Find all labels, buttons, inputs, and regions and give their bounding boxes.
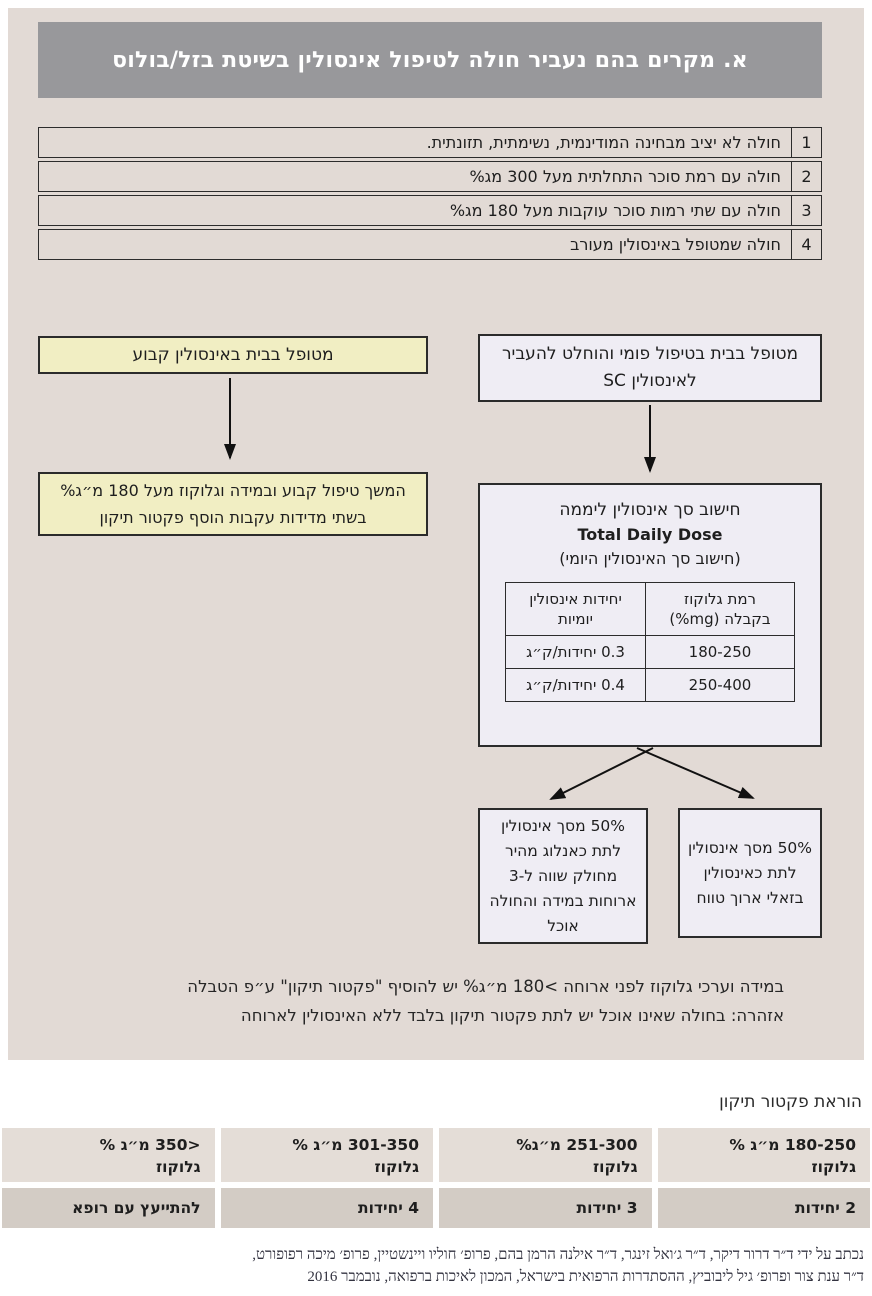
range-label: 180-250 מ״ג %	[729, 1136, 856, 1154]
units-cell: 0.3 יחידות/ק״ג	[506, 636, 646, 669]
glucose-label: גלוקוז	[811, 1158, 856, 1176]
table-row	[38, 195, 822, 226]
criteria-table	[38, 127, 822, 263]
glucose-correction-note	[84, 972, 784, 1030]
section-title: א. מקרים בהם נעביר חולה לטיפול אינסולין בשיטת בזל/בולוס	[112, 47, 748, 73]
bolus-insulin-box	[478, 808, 648, 944]
oral-treatment-text: מטופל בבית בטיפול פומי והוחלט להעביר לאינסולין SC	[501, 344, 799, 391]
home-insulin-box: מטופל בבית באינסולין קבוע	[38, 336, 428, 374]
range-label: 301-350 מ״ג %	[292, 1136, 419, 1154]
dose-cell: 2 יחידות	[658, 1188, 871, 1228]
glucose-range-header	[221, 1128, 434, 1182]
glucose-range-cell: 250-400	[646, 669, 795, 702]
glucose-label: גלוקוז	[592, 1158, 638, 1176]
row-number: 2	[791, 162, 821, 191]
row-text: חולה לא יציב מבחינה המודינמית, נשימתית, תזונתית.	[426, 133, 781, 152]
units-cell: 0.4 יחידות/ק״ג	[506, 669, 646, 702]
credits-line1: נכתב על ידי ד״ר דרור דיקר, ד״ר ג׳ואל זינגר, ד״ר אילנה הרמן בהם, פרופ׳ חוליו ויינשטיין, פרופ׳ מיכה רפופורט,	[252, 1247, 864, 1263]
row-text: חולה עם רמת סוכר התחלתית מעל 300 מג%	[469, 167, 781, 186]
tdd-title-english: Total Daily Dose	[577, 525, 723, 544]
glucose-range-header	[2, 1128, 215, 1182]
glucose-column-header	[646, 583, 795, 636]
note-line2: אזהרה: בחולה שאינו אוכל יש לתת פקטור תיקון בלבד ללא האינסולין לארוחה	[240, 1006, 784, 1025]
credits-line2: ד״ר ענת צור ופרופ׳ גיל ליבוביץ, ההסתדרות הרפואית בישראל, המכון לאיכות ברפואה, נובמבר 2016	[307, 1269, 864, 1285]
table-row	[38, 229, 822, 260]
glucose-range-header	[439, 1128, 652, 1182]
dose-cell: 3 יחידות	[439, 1188, 652, 1228]
table-row	[38, 161, 822, 192]
units-header-line1: יחידות אינסולין	[529, 590, 622, 608]
row-text: חולה שמטופל באינסולין מעורב	[570, 235, 781, 254]
correction-factor-heading: הוראת פקטור תיקון	[719, 1092, 862, 1112]
oral-treatment-box	[478, 334, 822, 402]
total-daily-dose-box	[478, 483, 822, 747]
glucose-range-header	[658, 1128, 871, 1182]
tdd-subtitle: (חישוב סך האינסולין היומי)	[559, 549, 741, 568]
authors-credits	[6, 1244, 864, 1288]
basal-insulin-box	[678, 808, 822, 938]
dose-cell: להתייעץ עם רופא	[2, 1188, 215, 1228]
glucose-header-line1: רמת גלוקוז	[684, 590, 757, 608]
dose-cell: 4 יחידות	[221, 1188, 434, 1228]
table-row	[506, 636, 795, 669]
correction-factor-header-row	[2, 1128, 870, 1182]
glucose-label: גלוקוז	[374, 1158, 419, 1176]
row-number: 1	[791, 128, 821, 157]
units-header-line2: יומיות	[558, 610, 593, 628]
table-row	[506, 669, 795, 702]
range-label: 251-300 מ״ג%	[516, 1136, 638, 1154]
range-label: <350 מ״ג %	[99, 1136, 201, 1154]
basal-insulin-text: 50% מסך אינסולין לתת כאינסולין בזאלי ארוך טווח	[687, 838, 813, 907]
tdd-dose-table	[505, 582, 795, 702]
section-title-bar	[38, 22, 822, 98]
glucose-label: גלוקוז	[155, 1158, 201, 1176]
continue-treatment-text: המשך טיפול קבוע ובמידה וגלוקוז מעל 180 מ״ג% בשתי מדידות עקבות הוסף פקטור תיקון	[60, 481, 406, 527]
correction-factor-dose-row	[2, 1188, 870, 1228]
units-column-header	[506, 583, 646, 636]
row-text: חולה עם שתי רמות סוכר עוקבות מעל 180 מג%	[449, 201, 781, 220]
row-number: 3	[791, 196, 821, 225]
glucose-range-cell: 180-250	[646, 636, 795, 669]
bolus-insulin-text: 50% מסך אינסולין לתת כאנלוג מהיר מחולק שווה ל-3 ארוחות במידה והחולה אוכל	[489, 816, 637, 935]
continue-treatment-box	[38, 472, 428, 536]
glucose-header-line2: בקבלה (mg%)	[669, 610, 771, 628]
row-number: 4	[791, 230, 821, 259]
tdd-title-hebrew: חישוב סך אינסולין ליממה	[559, 500, 741, 520]
table-row	[38, 127, 822, 158]
note-line1: במידה וערכי גלוקוז לפני ארוחה >180 מ״ג% יש להוסיף "פקטור תיקון" ע״פ הטבלה	[187, 977, 784, 996]
